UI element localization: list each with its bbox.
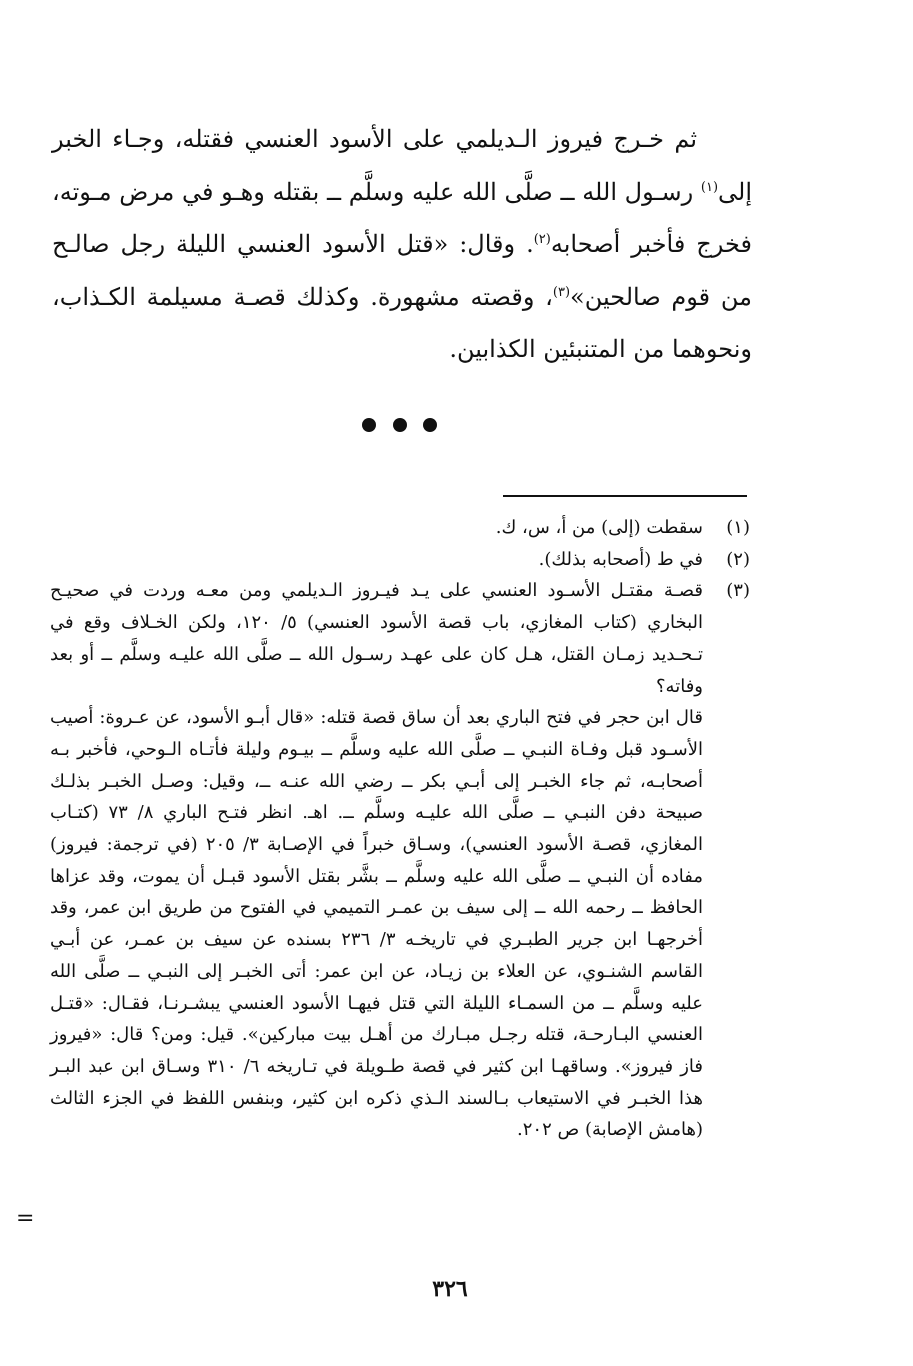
separator-dot-icon [393, 418, 407, 432]
main-text-block [52, 113, 752, 376]
footnote-3-continuation-text: قال ابن حجر في فتح الباري بعد أن ساق قصة قتله: «قال أبـو الأسود، عن عـروة: أصيب الأسـود قبل وفـاة النبـي ــ صلَّى الله عليه وسلَّم ــ بيـوم وليلة فأتـاه الـوحي، فأخبر بـه أصحابـه، ثم جاء الخبـر إلى أبـي بكر ــ رضي الله عنـه ــ، وقيل: وصـل الخبـر بذلـك صبيحة دفن النبـي ــ صلَّى الله عليـه وسلَّم ــ. اهـ. انظر فتـح الباري ٨/ ٧٣ (كتـاب المغازي، قصـة الأسود العنسي)، وسـاق خبراً في الإصـابة ٣/ ٢٠٥ (في ترجمة: فيروز) مفاده أن النبـي ــ صلَّى الله عليه وسلَّم ــ بشَّر بقتل الأسود قبـل أن يموت، وقد عزاها الحافظ ــ رحمه الله ــ إلى سيف بن عمـر التميمي في الفتوح من طريق ابن عمر، وقد أخرجهـا ابن جرير الطبـري في تاريخـه ٣/ ٢٣٦ بسنده عن سيف بن عمـر، عن أبـي القاسم الشنـوي، عن العلاء بن زيـاد، عن ابن عمر: أتى الخبـر إلى النبـي ــ صلَّى الله عليه وسلَّم ــ من السمـاء الليلة التي قتل فيهـا الأسود العنسي يبشـرنـا، فقـال: «قتـل العنسي البـارحـة، قتله رجـل مبـارك من أهـل بيت مباركين». قيل: ومن؟ قال: «فيروز فاز فيروز». وساقهـا ابن كثير في قصة طـويلة في تـاريخه ٦/ ٣١٠ وسـاق ابن عبد البـر هذا الخبـر في الاستيعاب بـالسند الـذي ذكره ابن كثير، وبنفس اللفظ في الجزء الثالث (هامش الإصابة) ص ٢٠٢. [50, 707, 703, 1141]
footnote-ref-2[interactable]: (٢) [533, 232, 551, 247]
continuation-mark: = [16, 1206, 35, 1231]
footnote-2 [50, 544, 750, 576]
footnote-number: (٣) [726, 580, 750, 602]
main-text-part-3: . وقال: «قتل الأسود العنسي الليلة رجل صالـح من قوم صالحين» [52, 230, 752, 311]
footnote-divider [503, 495, 747, 497]
main-text-part-2: رسـول الله ــ صلَّى الله عليه وسلَّم ــ بقتله وهـو في مرض مـوته، فخرج فأخبر أصحابه [52, 177, 752, 258]
footnote-text: سقطت (إلى) من أ، س، ك. [495, 517, 703, 538]
footnote-text: في ط (أصحابه بذلك). [538, 548, 703, 570]
footnote-ref-3[interactable]: (٣) [552, 284, 571, 300]
separator-dot-icon [362, 418, 376, 432]
main-text-part-1: ثم خـرج فيروز الـديلمي على الأسود العنسي فقتله، وجـاء الخبر إلى [52, 125, 752, 206]
page-number: ٣٢٦ [432, 1276, 468, 1302]
footnote-number: (٢) [726, 548, 750, 570]
footnotes-section [50, 512, 750, 1146]
footnote-text [50, 575, 703, 702]
footnote-3 [50, 575, 750, 702]
main-text-part-4: ، وقصته مشهورة. وكذلك قصـة مسيلمة الكـذاب، ونحوهما من المتنبئين الكذابين. [52, 282, 752, 363]
footnote-number: (١) [726, 517, 750, 538]
main-paragraph [52, 113, 752, 376]
footnote-1 [50, 512, 750, 544]
footnote-3-paragraph: قصـة مقتـل الأسـود العنسي على يـد فيـروز الـديلمي ومن معـه وردت في صحيـح البخاري (كتاب المغازي، باب قصة الأسود العنسي) ٥/ ١٢٠، ولكن الخـلاف وقع في تـحـديد زمـان القتل، هـل كان على عهـد رسـول الله ــ صلَّى الله عليـه وسلَّم ــ أو بعد وفاته؟ [50, 580, 703, 697]
footnote-ref-1[interactable]: (١) [700, 179, 719, 195]
section-separator [362, 416, 437, 434]
footnote-3-continuation [50, 702, 703, 1146]
separator-dot-icon [423, 418, 437, 432]
